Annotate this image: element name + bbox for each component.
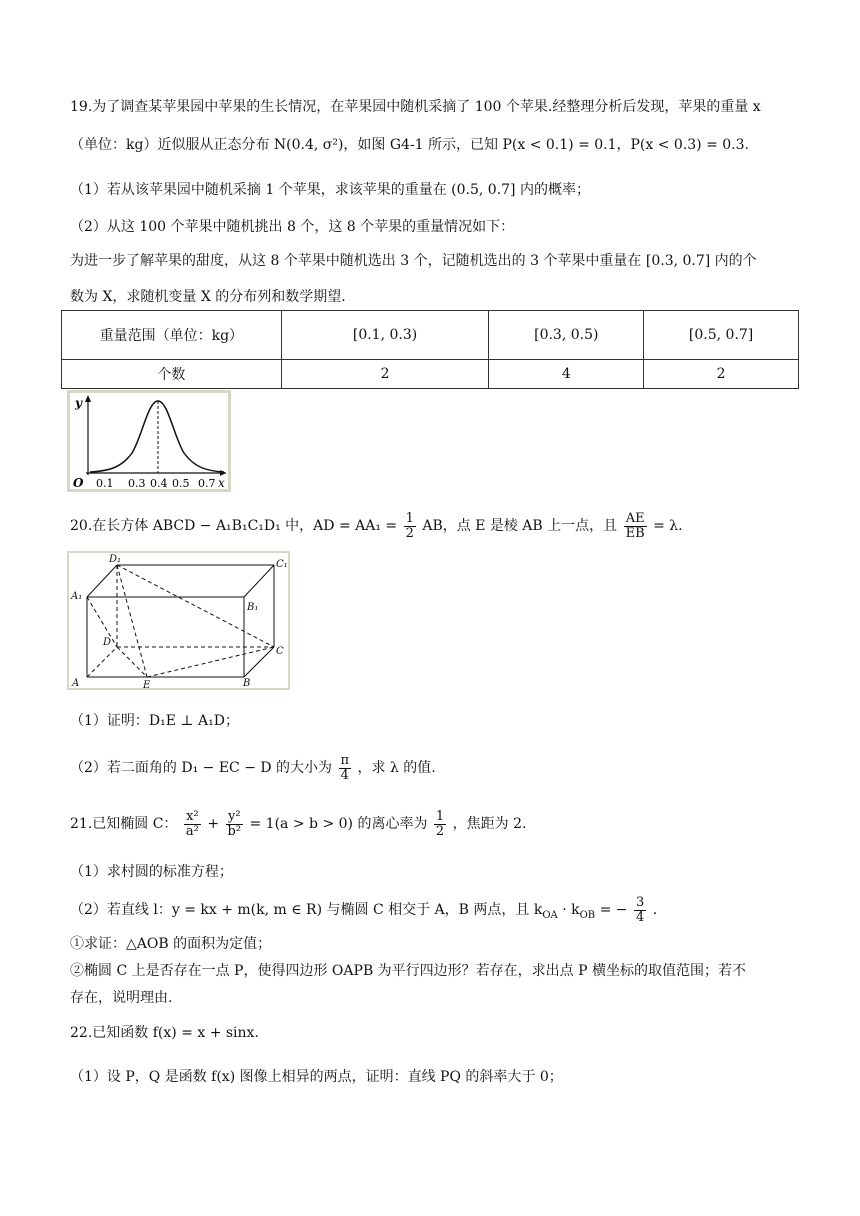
vertex-label: E <box>143 680 151 688</box>
fraction-y2-b2 <box>226 810 244 839</box>
q20-part2-a: （2）若二面角的 D₁ − EC − D 的大小为 <box>70 760 333 776</box>
origin-label: O <box>73 476 84 489</box>
edge-ad <box>87 647 117 677</box>
frac-den: 4 <box>635 909 645 925</box>
vertex-label: D₁ <box>109 554 122 565</box>
fraction-pi-over-4 <box>339 754 352 783</box>
segment-a1d <box>87 597 117 647</box>
q21-part2-a: （2）若直线 l：y = kx + m(k, m ∈ R) 与椭圆 C 相交于 A，B 两点，且 k <box>70 902 543 918</box>
frac-den: EB <box>625 525 645 541</box>
fraction-3-4 <box>634 896 646 925</box>
q20-stem-b: AB，点 E 是棱 AB 上一点，且 <box>422 518 618 534</box>
subscript-ob: OB <box>579 909 596 921</box>
table-cell: 个数 <box>62 360 282 389</box>
tick-label: 0.3 <box>128 477 146 489</box>
frac-den: b² <box>227 823 242 839</box>
q21-stem-a: 21.已知椭圆 C： <box>70 816 178 832</box>
vertex-label: C₁ <box>276 559 288 570</box>
y-axis-arrow <box>85 395 91 402</box>
q22-stem: 22.已知函数 f(x) = x + sinx. <box>70 1025 259 1041</box>
table-header-cell: 重量范围（单位：kg） <box>62 311 282 360</box>
subscript-oa: OA <box>542 909 558 921</box>
vertex-label: A₁ <box>71 591 83 602</box>
frac-num: 3 <box>635 894 645 910</box>
q21-part2-c: = − <box>599 902 628 918</box>
frac-num: x² <box>184 810 201 825</box>
table-header-cell: [0.3, 0.5) <box>489 311 644 360</box>
q21-part2 <box>70 895 657 931</box>
q19-line4: 数为 X，求随机变量 X 的分布列和数学期望. <box>70 289 346 305</box>
q19-line1: 19.为了调查某苹果园中苹果的生长情况，在苹果园中随机采摘了 100 个苹果.经整理分析后发现，苹果的重量 x <box>70 99 761 115</box>
normal-curve <box>90 401 224 472</box>
edge-bc <box>244 647 274 677</box>
q21-stem-c: ，焦距为 2. <box>452 816 527 832</box>
tick-label: 0.5 <box>172 477 190 489</box>
q19-line2: （单位：kg）近似服从正态分布 N(0.4, σ²)，如图 G4-1 所示，已知 P(x < 0.1) = 0.1，P(x < 0.3) = 0.3. <box>70 137 749 153</box>
y-axis-label: y <box>75 396 82 410</box>
tick-label: 0.4 <box>150 477 168 489</box>
q19-part2: （2）从这 100 个苹果中随机挑出 8 个，这 8 个苹果的重量情况如下： <box>70 219 515 235</box>
q21-c1: ①求证：△AOB 的面积为定值； <box>70 936 272 952</box>
tick-label: 0.1 <box>96 477 114 489</box>
edge-a1d1 <box>87 565 117 597</box>
table-header-cell: [0.5, 0.7] <box>644 311 799 360</box>
normal-curve-figure <box>67 390 231 492</box>
q20-part2 <box>70 753 436 783</box>
x-axis-label: x <box>218 476 225 489</box>
q20-part1: （1）证明：D₁E ⊥ A₁D； <box>70 713 239 729</box>
fraction-x2-a2 <box>184 810 201 839</box>
table-cell: 2 <box>281 360 489 389</box>
tick-label: 0.7 <box>198 477 216 489</box>
normal-curve-graph <box>70 393 228 489</box>
table-header-row <box>62 311 799 360</box>
cuboid-figure <box>67 551 290 690</box>
frac-num: AE <box>624 512 647 527</box>
plus-sign: + <box>207 816 220 832</box>
weight-table <box>61 310 799 389</box>
q21-part2-d: . <box>652 902 658 918</box>
q21-c3: 存在，说明理由. <box>70 990 173 1006</box>
q20-stem-c: = λ. <box>653 518 683 534</box>
segment-ec <box>147 647 274 677</box>
vertex-label: D <box>103 637 112 648</box>
frac-den: 2 <box>435 823 445 839</box>
q20-part2-b: ，求 λ 的值. <box>357 760 436 776</box>
q21-part2-b: · k <box>562 902 580 918</box>
fraction-ae-eb <box>624 512 647 541</box>
q20-stem <box>70 511 683 541</box>
segment-d1e <box>117 565 147 677</box>
q21-c2: ②椭圆 C 上是否存在一点 P，使得四边形 OAPB 为平行四边形？若存在，求出点 P 横坐标的取值范围；若不 <box>70 963 746 979</box>
table-row <box>62 360 799 389</box>
q20-stem-a: 20.在长方体 ABCD − A₁B₁C₁D₁ 中，AD = AA₁ = <box>70 518 398 534</box>
fraction-one-half <box>404 512 416 541</box>
table-cell: 2 <box>644 360 799 389</box>
frac-num: π <box>340 752 350 768</box>
vertex-label: B <box>243 678 251 688</box>
table-header-cell: [0.1, 0.3) <box>281 311 489 360</box>
table-cell: 4 <box>489 360 644 389</box>
frac-num: 1 <box>435 808 445 824</box>
frac-den: a² <box>185 823 199 839</box>
fraction-one-half <box>434 810 446 839</box>
vertex-label: B₁ <box>247 602 259 613</box>
q19-line3: 为进一步了解苹果的甜度，从这 8 个苹果中随机选出 3 个，记随机选出的 3 个苹果中重量在 [0.3, 0.7] 内的个 <box>70 253 757 269</box>
frac-num: y² <box>226 810 244 825</box>
q22-part1: （1）设 P，Q 是函数 f(x) 图像上相异的两点，证明：直线 PQ 的斜率大于 0； <box>70 1069 563 1085</box>
q21-stem-b: = 1(a > b > 0) 的离心率为 <box>249 816 428 832</box>
frac-den: 2 <box>405 525 414 541</box>
q19-part1: （1）若从该苹果园中随机采摘 1 个苹果，求该苹果的重量在 (0.5, 0.7] 内的概率； <box>70 182 590 198</box>
frac-den: 4 <box>340 767 349 783</box>
frac-num: 1 <box>405 510 414 526</box>
q21-stem <box>70 809 526 839</box>
vertex-label: C <box>276 646 284 657</box>
edge-b1c1 <box>244 565 274 597</box>
vertex-label: A <box>72 678 80 688</box>
q21-part1: （1）求村圆的标准方程； <box>70 864 233 880</box>
cuboid-diagram <box>69 553 288 688</box>
